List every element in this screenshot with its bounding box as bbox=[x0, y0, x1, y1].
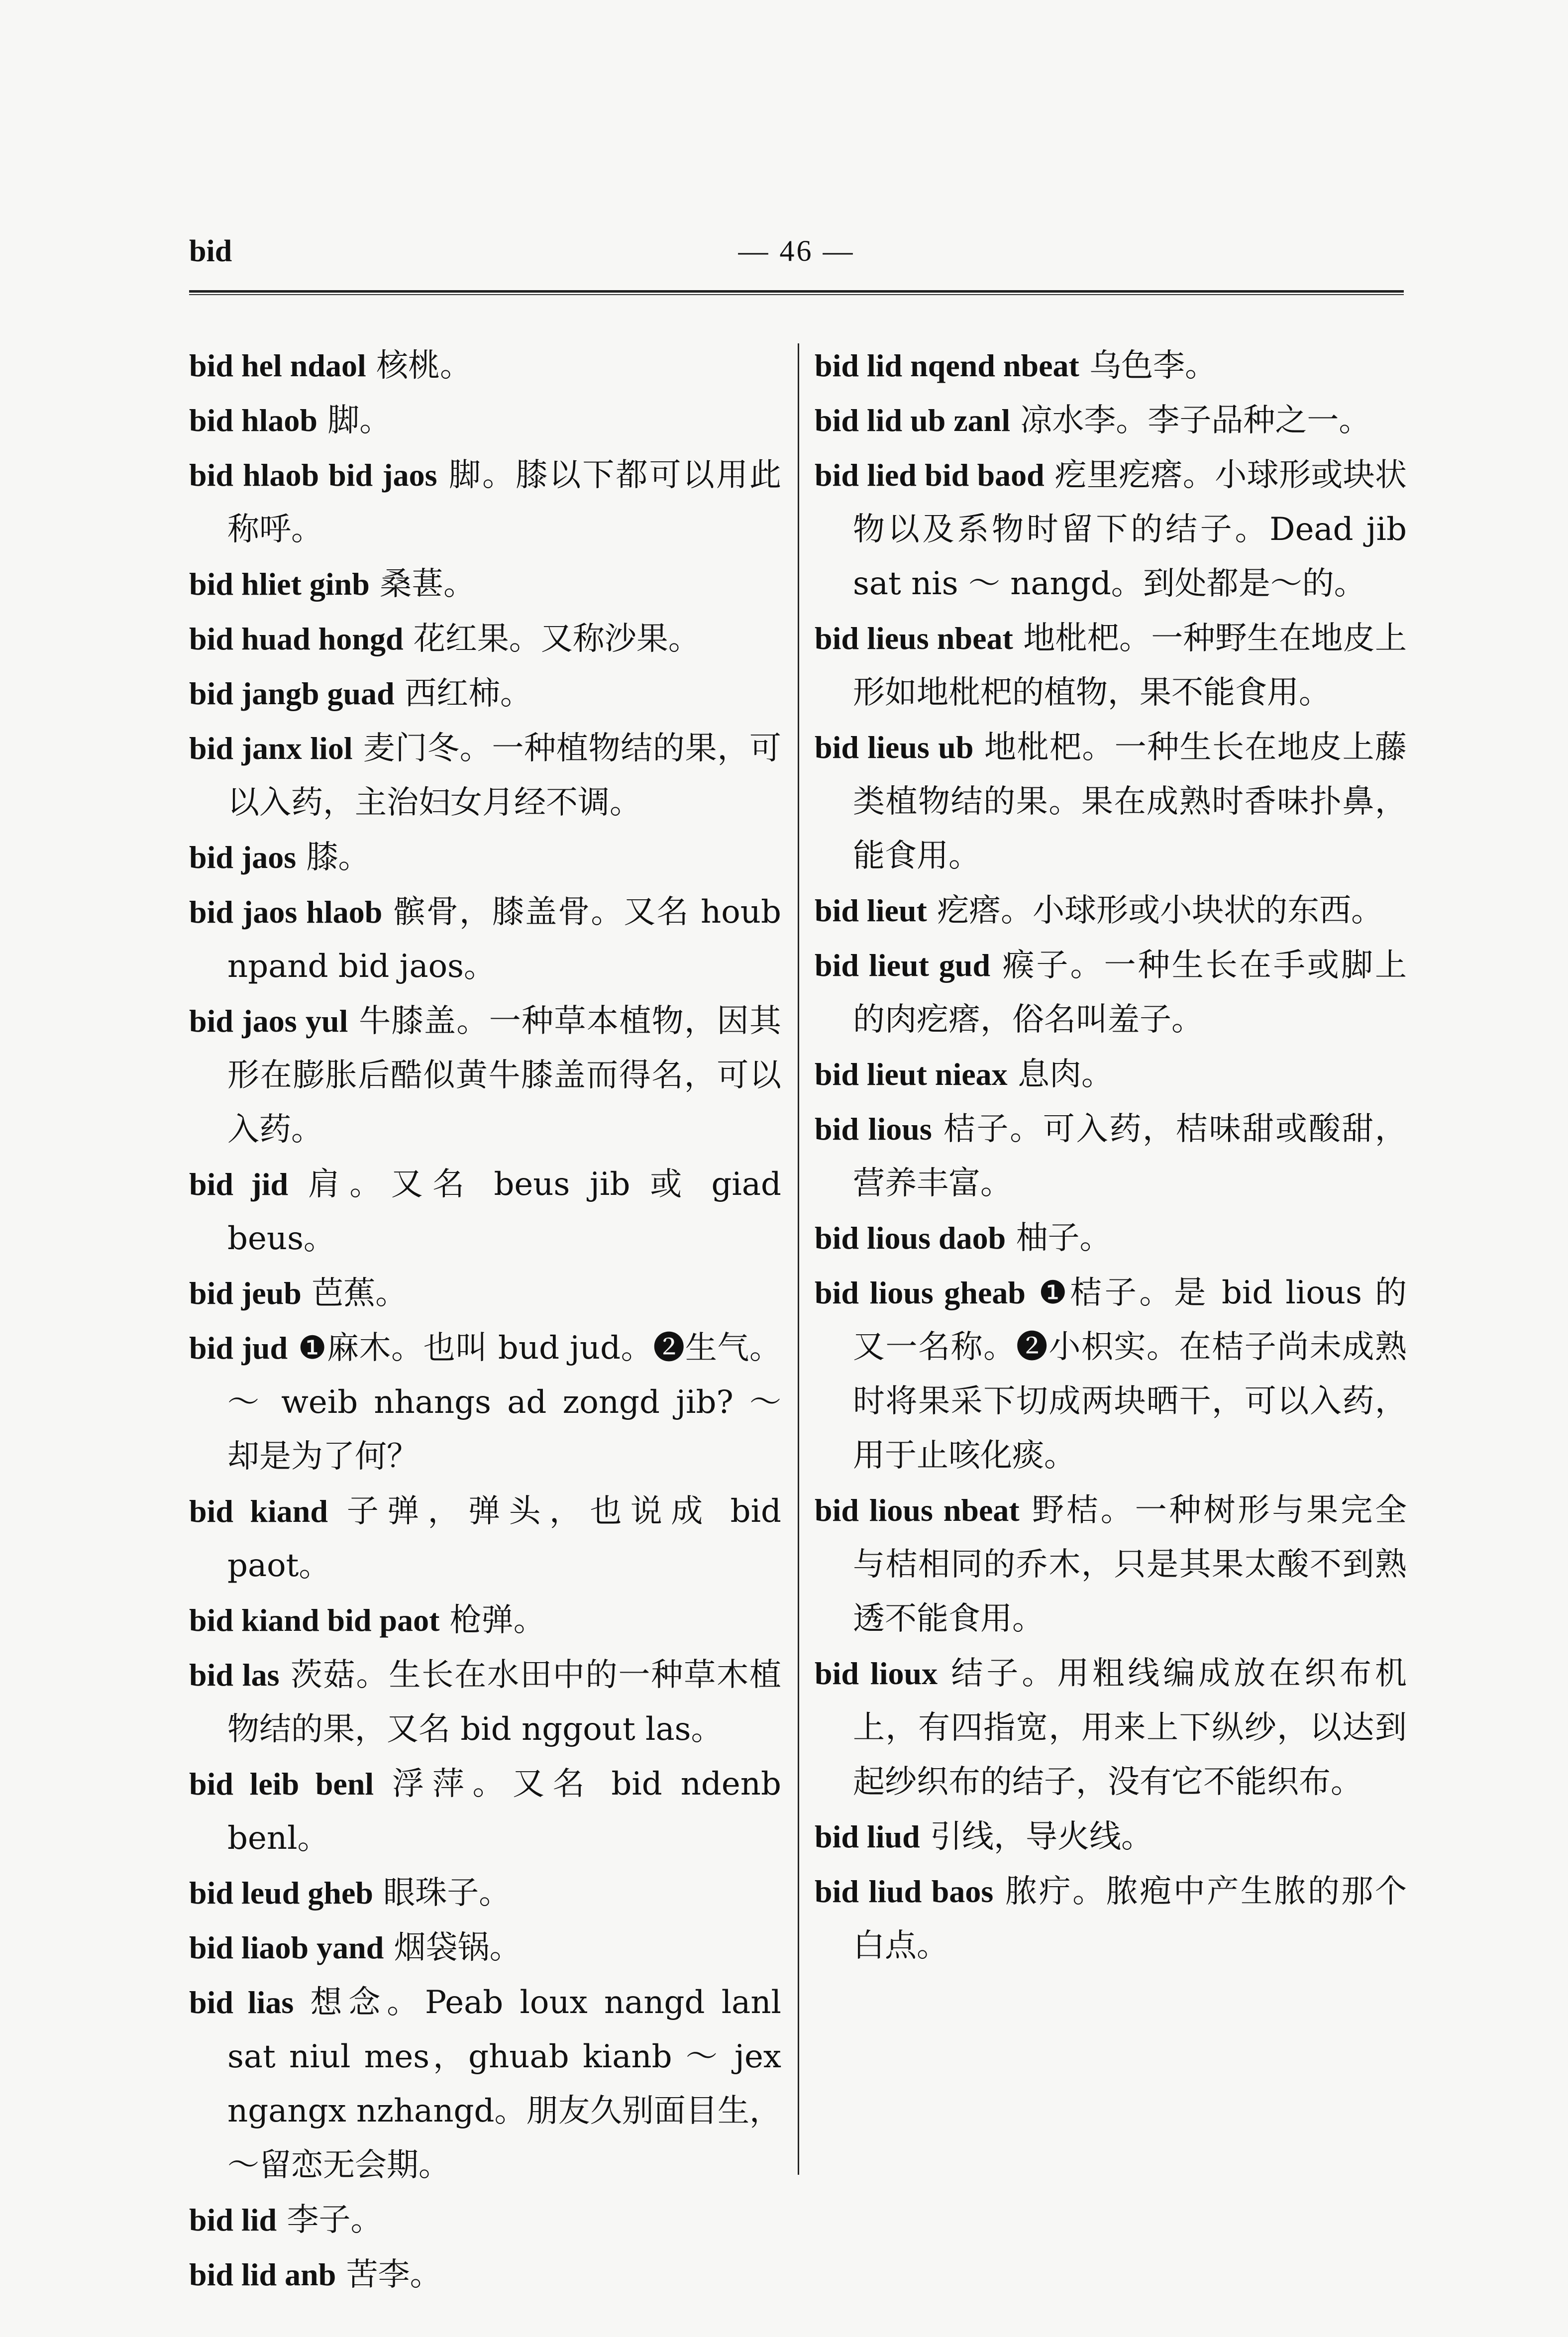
entry-headword: bid jeub bbox=[189, 1275, 302, 1311]
entry-headword: bid liud baos bbox=[815, 1874, 994, 1909]
entry-definition: 地枇杷。一种野生在地皮上形如地枇杷的植物，果不能食用。 bbox=[853, 620, 1407, 711]
entry-headword: bid janx liol bbox=[189, 731, 353, 766]
left-column bbox=[189, 338, 781, 2302]
entry-definition: 麦门冬。一种植物结的果，可以入药，主治妇女月经不调。 bbox=[227, 730, 782, 821]
page-header bbox=[189, 234, 1404, 294]
entry-headword: bid lieut bbox=[815, 893, 927, 928]
dictionary-entry bbox=[189, 1321, 781, 1484]
entry-headword: bid hlaob bid jaos bbox=[189, 457, 437, 493]
entry-definition: 桔子。可入药，桔味甜或酸甜，营养丰富。 bbox=[853, 1111, 1407, 1202]
entry-definition: 息肉。 bbox=[1007, 1056, 1113, 1093]
entry-headword: bid leud gheb bbox=[189, 1875, 373, 1911]
entry-headword: bid lious nbeat bbox=[815, 1492, 1020, 1528]
dictionary-entry bbox=[189, 338, 781, 393]
entry-headword: bid kiand bbox=[189, 1493, 328, 1529]
entry-headword: bid leib benl bbox=[189, 1766, 374, 1802]
guide-word: bid bbox=[189, 234, 232, 268]
entry-headword: bid jaos bbox=[189, 840, 297, 875]
entry-definition: 茨菇。生长在水田中的一种草木植物结的果，又名 bid nggout las。 bbox=[227, 1657, 781, 1748]
entry-headword: bid jaos hlaob bbox=[189, 894, 383, 930]
entry-headword: bid lieut nieax bbox=[815, 1057, 1008, 1092]
entry-definition: 膝。 bbox=[296, 839, 370, 876]
entry-definition: 西红柿。 bbox=[394, 675, 532, 712]
entry-definition: 柚子。 bbox=[1006, 1220, 1112, 1257]
entry-headword: bid lious gheab bbox=[815, 1275, 1026, 1310]
dictionary-entry bbox=[815, 1211, 1407, 1266]
entry-definition: 结子。用粗线编成放在织布机上，有四指宽，用来上下纵纱，以达到起纱织布的结子，没有它不能织布。 bbox=[853, 1655, 1407, 1801]
entry-headword: bid lid bbox=[189, 2202, 277, 2237]
dictionary-entry bbox=[815, 1864, 1407, 1973]
entry-headword: bid las bbox=[189, 1657, 280, 1693]
entry-headword: bid lied bid baod bbox=[815, 457, 1045, 493]
entry-definition: 疙里疙瘩。小球形或块状物以及系物时留下的结子。Dead jib sat nis ～ nangd。到处都是～的。 bbox=[853, 457, 1407, 602]
dictionary-entry bbox=[815, 1047, 1407, 1102]
dictionary-entry bbox=[815, 611, 1407, 720]
entry-definition: 花红果。又称沙果。 bbox=[403, 621, 700, 657]
entry-definition: 桑葚。 bbox=[369, 566, 476, 603]
dictionary-entry bbox=[815, 1266, 1407, 1483]
dictionary-entry bbox=[189, 1757, 781, 1866]
entry-headword: bid lioux bbox=[815, 1656, 938, 1691]
dictionary-entry bbox=[189, 2193, 781, 2247]
entry-definition: 子弹，弹头，也说成 bid paot。 bbox=[227, 1493, 782, 1584]
dictionary-entry bbox=[189, 448, 781, 557]
dictionary-entry bbox=[189, 612, 781, 666]
entry-headword: bid lid anb bbox=[189, 2257, 336, 2292]
dictionary-entry bbox=[189, 1484, 781, 1593]
dictionary-entry bbox=[815, 1646, 1407, 1809]
entry-headword: bid hlaob bbox=[189, 403, 317, 438]
entry-definition: 引线，导火线。 bbox=[920, 1818, 1153, 1855]
dictionary-entry bbox=[815, 338, 1407, 393]
header-rule-thin bbox=[189, 294, 1404, 295]
right-column bbox=[815, 338, 1407, 1973]
dictionary-entry bbox=[189, 885, 781, 994]
entry-definition: 烟袋锅。 bbox=[384, 1929, 522, 1966]
entry-definition: 眼珠子。 bbox=[373, 1875, 511, 1912]
entry-definition: 浮萍。又名 bid ndenb benl。 bbox=[227, 1766, 781, 1857]
dictionary-entry bbox=[189, 1648, 781, 1757]
entry-headword: bid lieus ub bbox=[815, 730, 974, 765]
entry-definition: 枪弹。 bbox=[439, 1602, 545, 1639]
entry-definition: 脚。膝以下都可以用此称呼。 bbox=[227, 457, 782, 548]
dictionary-entry bbox=[189, 1593, 781, 1648]
column-divider bbox=[798, 343, 799, 2175]
entry-headword: bid lid ub zanl bbox=[815, 403, 1011, 438]
dictionary-entry bbox=[815, 1809, 1407, 1864]
entry-definition: ❶麻木。也叫 bud jud。❷生气。～ weib nhangs ad zongd jib? ～ 却是为了何？ bbox=[227, 1330, 782, 1475]
dictionary-entry bbox=[189, 994, 781, 1157]
dictionary-entry bbox=[815, 883, 1407, 938]
dictionary-entry bbox=[189, 1920, 781, 1975]
dictionary-entry bbox=[815, 1102, 1407, 1211]
entry-headword: bid jid bbox=[189, 1167, 289, 1202]
entry-headword: bid lious bbox=[815, 1111, 932, 1147]
entry-definition: 肩。又名 beus jib 或 giad beus。 bbox=[227, 1166, 782, 1257]
dictionary-entry bbox=[189, 1266, 781, 1321]
entry-definition: 瘊子。一种生长在手或脚上的肉疙瘩，俗名叫羞子。 bbox=[853, 947, 1407, 1038]
dictionary-entry bbox=[189, 1157, 781, 1266]
header-rule bbox=[189, 290, 1404, 293]
entry-headword: bid liud bbox=[815, 1819, 920, 1854]
dictionary-entry bbox=[189, 2247, 781, 2302]
entry-headword: bid hliet ginb bbox=[189, 566, 370, 602]
entry-definition: 苦李。 bbox=[336, 2256, 442, 2293]
entry-headword: bid lieus nbeat bbox=[815, 621, 1013, 656]
dictionary-entry bbox=[815, 938, 1407, 1047]
dictionary-entry bbox=[189, 557, 781, 612]
dictionary-entry bbox=[815, 1483, 1407, 1646]
entry-definition: 乌色李。 bbox=[1079, 347, 1217, 384]
dictionary-entry bbox=[189, 721, 781, 830]
entry-definition: 脓疔。脓疱中产生脓的那个白点。 bbox=[853, 1873, 1407, 1964]
entry-definition: 牛膝盖。一种草本植物，因其形在膨胀后酷似黄牛膝盖而得名，可以入药。 bbox=[227, 1003, 781, 1148]
dictionary-entry bbox=[815, 720, 1407, 883]
dictionary-entry bbox=[189, 666, 781, 721]
entry-headword: bid jangb guad bbox=[189, 676, 395, 711]
entry-headword: bid lieut gud bbox=[815, 948, 991, 983]
entry-definition: 野桔。一种树形与果完全与桔相同的乔木，只是其果太酸不到熟透不能食用。 bbox=[853, 1492, 1407, 1637]
entry-headword: bid liaob yand bbox=[189, 1930, 384, 1965]
entry-headword: bid lid nqend nbeat bbox=[815, 348, 1079, 383]
entry-definition: 芭蕉。 bbox=[301, 1275, 408, 1312]
entry-headword: bid jaos yul bbox=[189, 1003, 348, 1039]
entry-definition: 髌骨，膝盖骨。又名 houb npand bid jaos。 bbox=[227, 894, 781, 985]
entry-definition: 想念。Peab loux nangd lanl sat niul mes，ghuab kianb ～ jex ngangx nzhangd。朋友久别面目生，～留恋无会期。 bbox=[227, 1984, 782, 2184]
entry-definition: 核桃。 bbox=[366, 347, 472, 384]
entry-headword: bid huad hongd bbox=[189, 621, 404, 656]
entry-definition: 李子。 bbox=[277, 2202, 383, 2238]
entry-headword: bid lious daob bbox=[815, 1220, 1006, 1256]
dictionary-entry bbox=[189, 393, 781, 448]
dictionary-entry bbox=[189, 830, 781, 885]
entry-definition: ❶桔子。是 bid lious 的又一名称。❷小枳实。在桔子尚未成熟时将果采下切成两块晒干，可以入药，用于止咳化痰。 bbox=[853, 1275, 1407, 1474]
page-number: — 46 — bbox=[738, 234, 855, 267]
entry-definition: 地枇杷。一种生长在地皮上藤类植物结的果。果在成熟时香味扑鼻，能食用。 bbox=[853, 729, 1407, 874]
entry-headword: bid hel ndaol bbox=[189, 348, 366, 383]
entry-headword: bid lias bbox=[189, 1985, 294, 2020]
entry-definition: 凉水李。李子品种之一。 bbox=[1010, 402, 1371, 439]
entry-definition: 疙瘩。小球形或小块状的东西。 bbox=[927, 892, 1383, 929]
dictionary-entry bbox=[189, 1866, 781, 1920]
entry-definition: 脚。 bbox=[317, 402, 392, 439]
dictionary-entry bbox=[815, 448, 1407, 611]
dictionary-entry bbox=[815, 393, 1407, 448]
entry-headword: bid kiand bid paot bbox=[189, 1602, 440, 1638]
entry-headword: bid jud bbox=[189, 1330, 288, 1366]
dictionary-entry bbox=[189, 1975, 781, 2193]
